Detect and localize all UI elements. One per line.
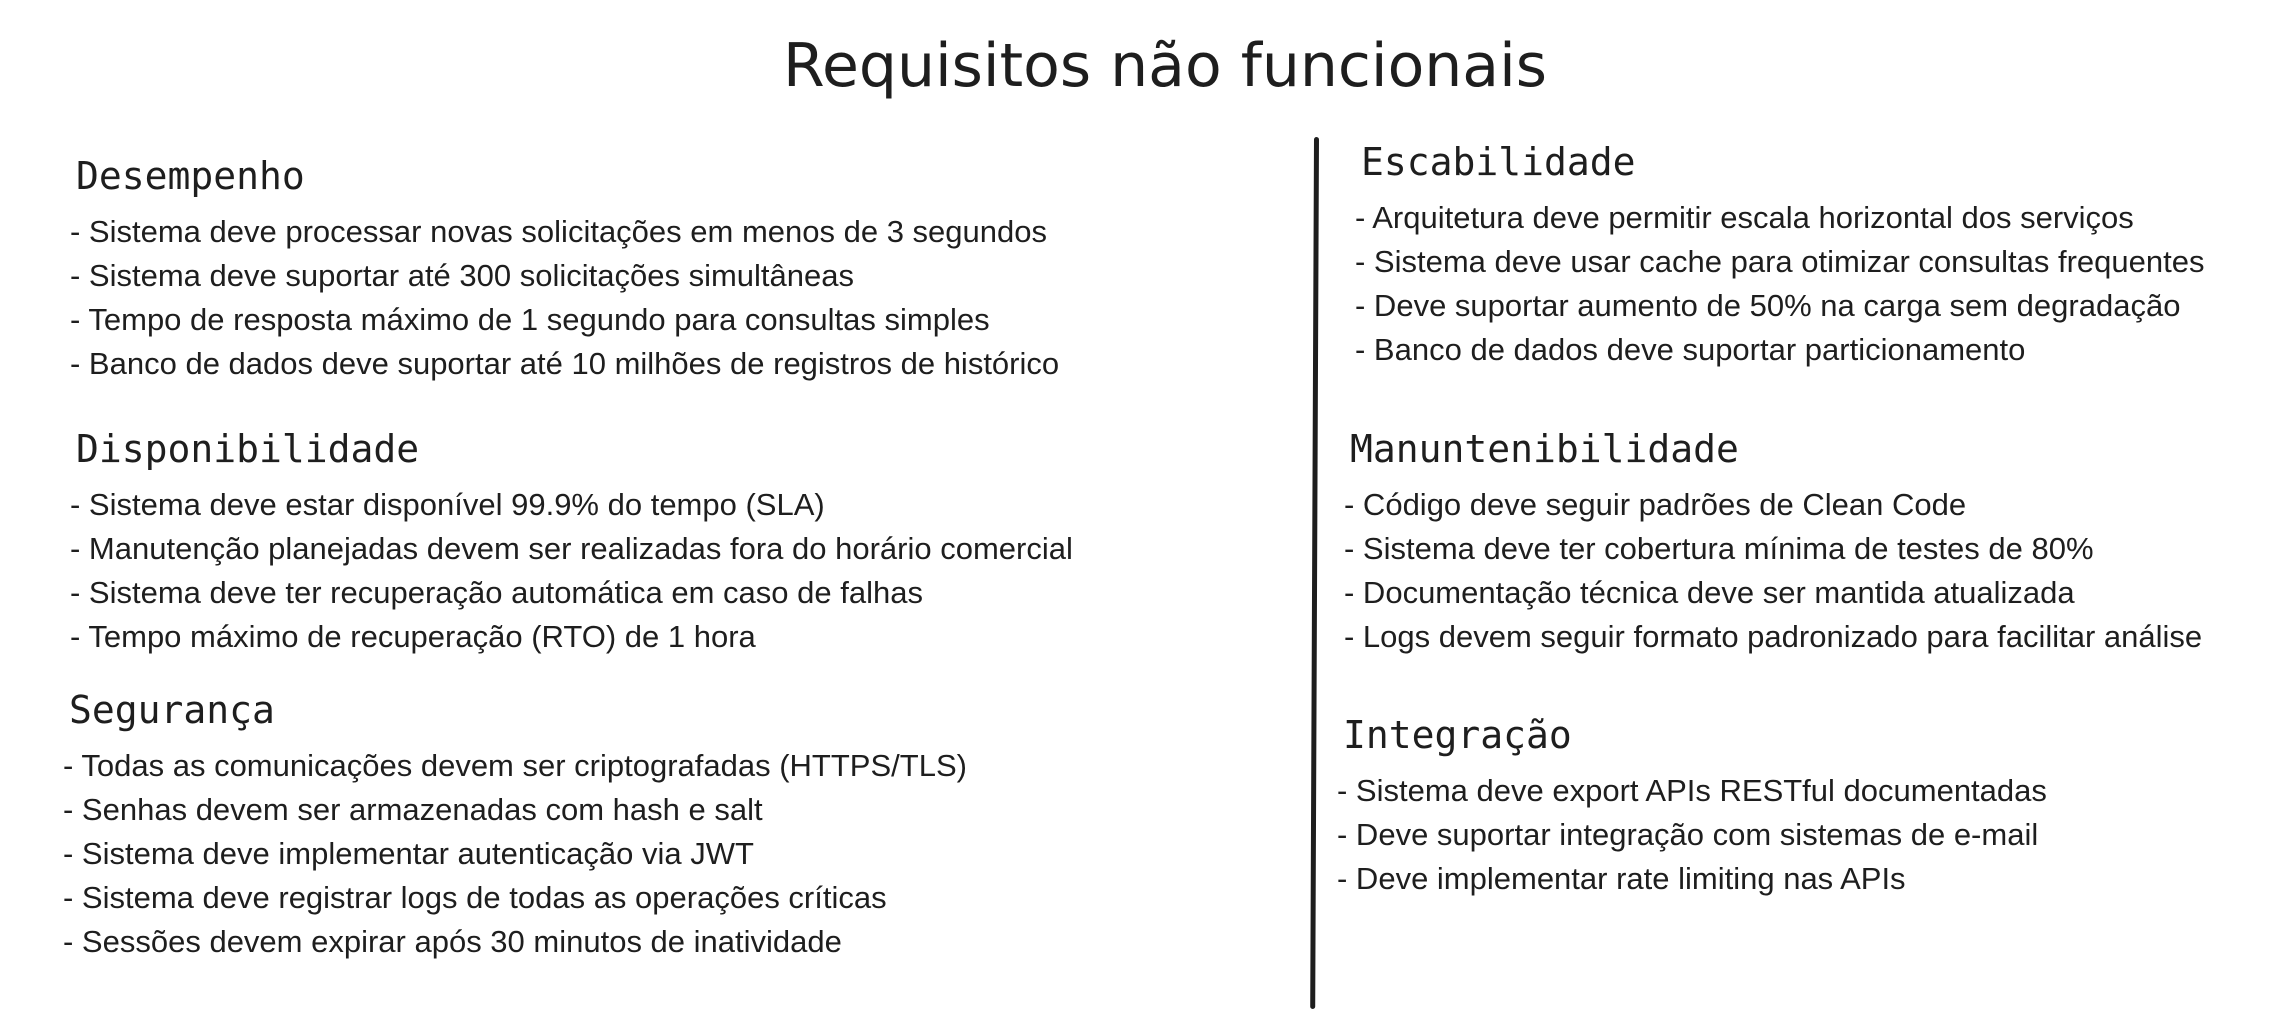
requirement-list — [70, 210, 1059, 386]
requirement-item: - Sistema deve ter cobertura mínima de testes de 80% — [1344, 531, 2094, 566]
section-heading: Desempenho — [76, 154, 305, 198]
requirement-item: - Sistema deve ter recuperação automática em caso de falhas — [70, 575, 923, 610]
requirement-list — [1344, 483, 2202, 659]
requirement-item: - Sistema deve implementar autenticação via JWT — [63, 836, 754, 871]
requirement-item: - Logs devem seguir formato padronizado para facilitar análise — [1344, 619, 2203, 654]
page-title: Requisitos não funcionais — [782, 31, 1548, 101]
requirement-item: - Deve implementar rate limiting nas APIs — [1337, 861, 1906, 896]
section-heading: Escabilidade — [1361, 140, 1636, 184]
requirement-item: - Deve suportar aumento de 50% na carga sem degradação — [1355, 288, 2181, 323]
section-manutenibilidade — [1344, 423, 2202, 659]
requirement-item: - Tempo de resposta máximo de 1 segundo para consultas simples — [70, 302, 990, 337]
requirement-item: - Tempo máximo de recuperação (RTO) de 1 hora — [70, 619, 756, 654]
requirement-item: - Banco de dados deve suportar particionamento — [1355, 332, 2026, 367]
requirement-item: - Documentação técnica deve ser mantida atualizada — [1344, 575, 2075, 610]
requirement-item: - Código deve seguir padrões de Clean Code — [1344, 487, 1967, 522]
section-heading: Disponibilidade — [76, 427, 420, 471]
requirement-list — [70, 483, 1073, 659]
requirement-list — [63, 744, 967, 964]
requirement-item: - Sistema deve registrar logs de todas as operações críticas — [63, 880, 887, 915]
requirement-item: - Sistema deve estar disponível 99.9% do tempo (SLA) — [70, 487, 825, 522]
column-divider — [1310, 137, 1319, 1009]
section-escabilidade — [1355, 136, 2204, 372]
requirement-item: - Sistema deve export APIs RESTful documentadas — [1337, 773, 2047, 808]
requirement-item: - Sistema deve usar cache para otimizar consultas frequentes — [1355, 244, 2205, 279]
section-heading: Segurança — [69, 688, 275, 732]
requirement-item: - Arquitetura deve permitir escala horizontal dos serviços — [1355, 200, 2134, 235]
requirement-item: - Todas as comunicações devem ser criptografadas (HTTPS/TLS) — [63, 748, 967, 783]
requirement-item: - Manutenção planejadas devem ser realizadas fora do horário comercial — [70, 531, 1073, 566]
section-desempenho — [70, 150, 1059, 386]
requirement-list — [1337, 769, 2047, 901]
requirement-item: - Sistema deve processar novas solicitações em menos de 3 segundos — [70, 214, 1047, 249]
requirement-item: - Deve suportar integração com sistemas de e-mail — [1337, 817, 2039, 852]
section-seguranca — [63, 684, 967, 964]
requirement-item: - Sistema deve suportar até 300 solicitações simultâneas — [70, 258, 855, 293]
section-disponibilidade — [70, 423, 1073, 659]
requirement-item: - Sessões devem expirar após 30 minutos de inatividade — [63, 924, 842, 959]
requirement-list — [1355, 196, 2204, 372]
section-integracao — [1337, 709, 2047, 901]
section-heading: Manuntenibilidade — [1350, 427, 1739, 471]
requirement-item: - Senhas devem ser armazenadas com hash e salt — [63, 792, 763, 827]
section-heading: Integração — [1343, 713, 1572, 757]
requirement-item: - Banco de dados deve suportar até 10 milhões de registros de histórico — [70, 346, 1060, 381]
